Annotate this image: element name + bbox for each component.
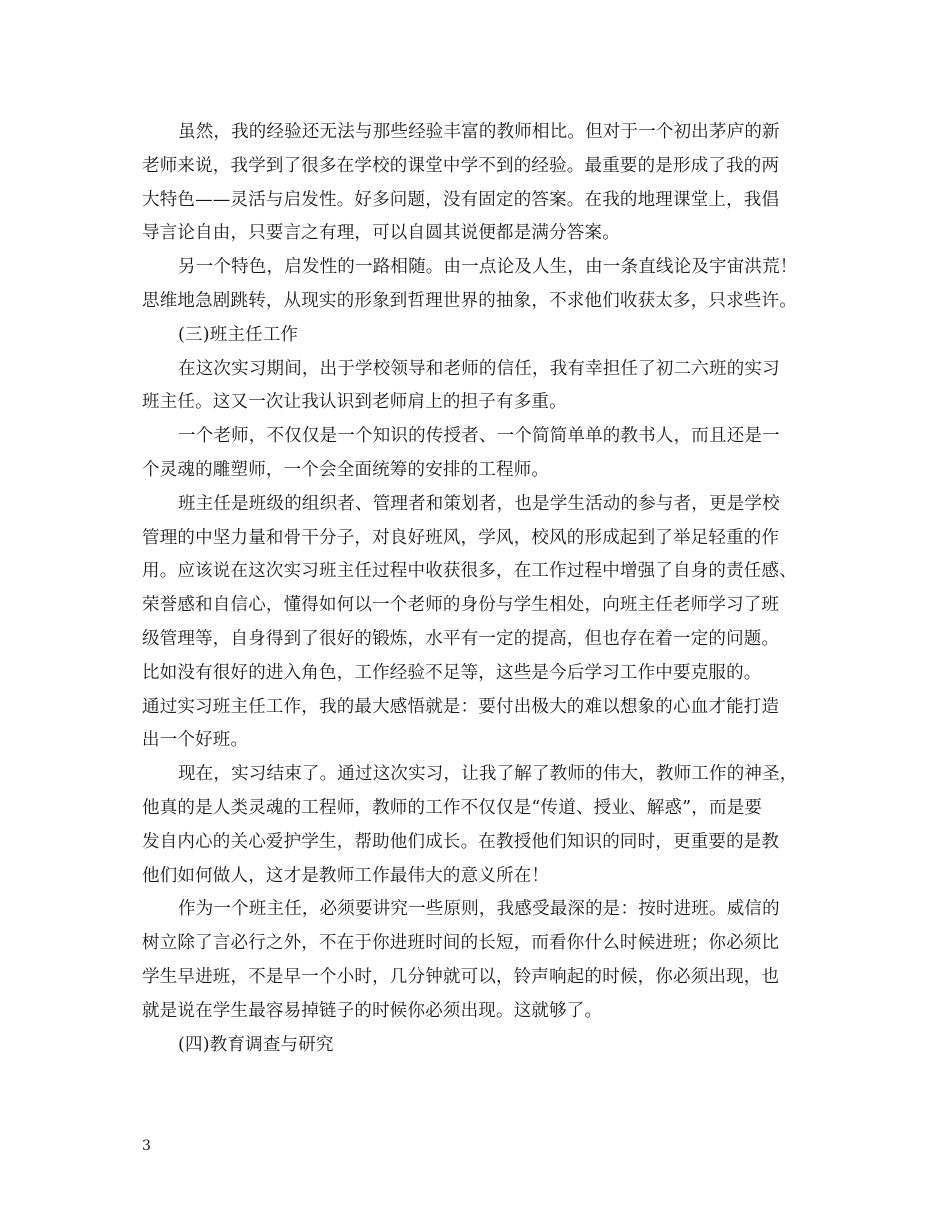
text-line: 另一个特色，启发性的一路相随。由一点论及人生，由一条直线论及宇宙洪荒！ [178, 257, 798, 278]
text-line: 在这次实习期间，出于学校领导和老师的信任，我有幸担任了初二六班的实习 [178, 358, 780, 379]
text-line: 思维地急剧跳转，从现实的形象到哲理世界的抽象，不求他们收获太多，只求些许。 [142, 290, 797, 311]
text-line: 发自内心的关心爱护学生，帮助他们成长。在教授他们知识的同时，更重要的是教 [142, 831, 780, 852]
text-line: 就是说在学生最容易掉链子的时候你必须出现。这就够了。 [142, 1000, 603, 1021]
section-heading: (三)班主任工作 [178, 324, 299, 345]
section-heading: (四)教育调查与研究 [178, 1034, 334, 1055]
text-line: 一个老师，不仅仅是一个知识的传授者、一个简简单单的教书人，而且还是一 [178, 426, 780, 447]
text-line: 他真的是人类灵魂的工程师，教师的工作不仅仅是“传道、授业、解惑”，而是要 [142, 797, 763, 818]
text-line: 荣誉感和自信心，懂得如何以一个老师的身份与学生相处，向班主任老师学习了班 [142, 595, 780, 616]
text-line: 大特色——灵活与启发性。好多问题，没有固定的答案。在我的地理课堂上，我倡 [142, 189, 780, 210]
text-line: 他们如何做人，这才是教师工作最伟大的意义所在！ [142, 865, 550, 886]
text-line: 现在，实习结束了。通过这次实习，让我了解了教师的伟大，教师工作的神圣， [178, 764, 798, 785]
text-line: 管理的中坚力量和骨干分子，对良好班风，学风，校风的形成起到了举足轻重的作 [142, 527, 780, 548]
text-line: 导言论自由，只要言之有理，可以自圆其说便都是满分答案。 [142, 223, 620, 244]
text-line: 作为一个班主任，必须要讲究一些原则，我感受最深的是：按时进班。威信的 [178, 899, 780, 920]
text-line: 用。应该说在这次实习班主任过程中收获很多，在工作过程中增强了自身的责任感、 [142, 561, 797, 582]
text-line: 个灵魂的雕塑师，一个会全面统筹的安排的工程师。 [142, 459, 550, 480]
text-line: 虽然，我的经验还无法与那些经验丰富的教师相比。但对于一个初出茅庐的新 [178, 122, 780, 142]
text-line: 通过实习班主任工作，我的最大感悟就是：要付出极大的难以想象的心血才能打造 [142, 696, 780, 717]
page-number: 3 [142, 1138, 151, 1154]
text-line: 级管理等，自身得到了很好的锻炼，水平有一定的提高，但也存在着一定的问题。 [142, 628, 780, 649]
text-line: 比如没有很好的进入角色，工作经验不足等，这些是今后学习工作中要克服的。 [142, 662, 762, 683]
text-line: 学生早进班，不是早一个小时，几分钟就可以，铃声响起的时候，你必须出现，也 [142, 966, 780, 987]
text-line: 班主任是班级的组织者、管理者和策划者，也是学生活动的参与者，更是学校 [178, 493, 780, 514]
body-text [142, 116, 822, 1062]
text-line: 老师来说，我学到了很多在学校的课堂中学不到的经验。最重要的是形成了我的两 [142, 155, 780, 176]
text-line: 出一个好班。 [142, 730, 249, 751]
text-line: 班主任。这又一次让我认识到老师肩上的担子有多重。 [142, 392, 567, 413]
text-line: 树立除了言必行之外，不在于你进班时间的长短，而看你什么时候进班；你必须比 [142, 933, 780, 954]
